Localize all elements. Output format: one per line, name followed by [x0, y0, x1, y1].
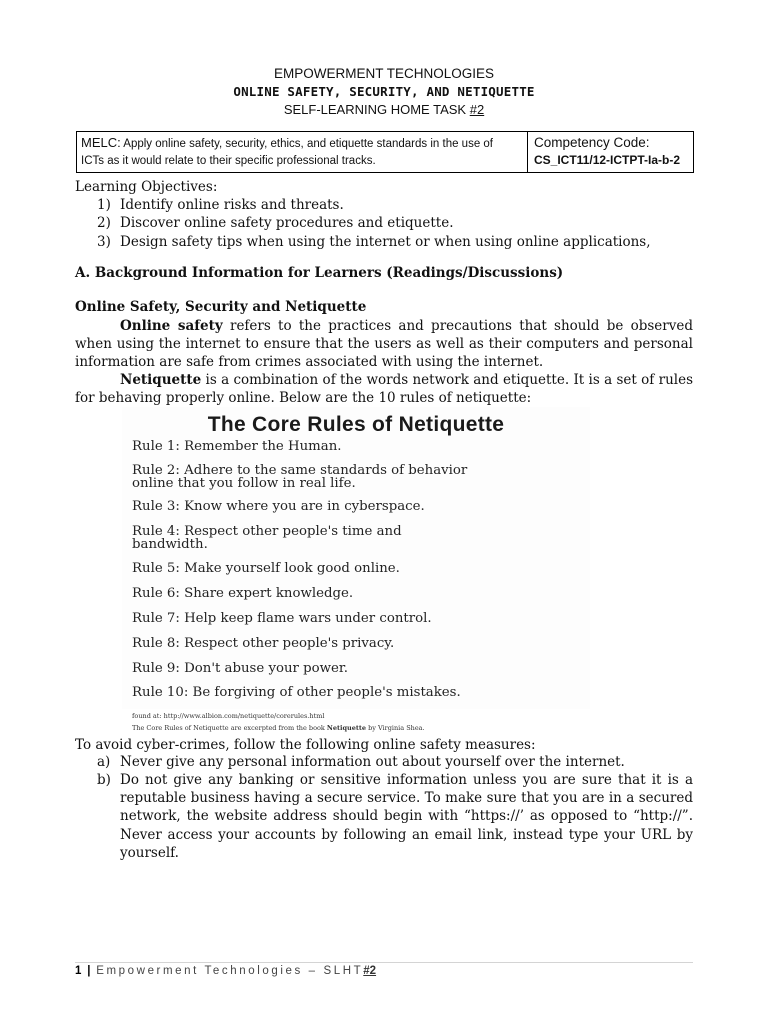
online-safety-subheading: Online Safety, Security and Netiquette — [75, 299, 367, 315]
rule-6: Rule 6: Share expert knowledge. — [132, 586, 354, 601]
objective-text: Design safety tips when using the internet or when using online applications, — [120, 234, 651, 250]
netiquette-rules-image — [122, 407, 590, 720]
competency-code: CS_ICT11/12-ICTPT-Ia-b-2 — [534, 153, 681, 167]
online-safety-term: Online safety — [120, 318, 223, 334]
page-number: 1 — [75, 965, 82, 977]
objective-number: 2) — [97, 215, 111, 231]
rules-image-title: The Core Rules of Netiquette — [207, 413, 505, 436]
rules-source-url: found at: http://www.albion.com/netiquette/corerules.html — [132, 712, 325, 720]
rule-4: Rule 4: Respect other people's time and bandwidth. — [132, 524, 402, 552]
melc-cell — [77, 132, 528, 172]
objective-number: 1) — [97, 197, 111, 213]
task-number: #2 — [469, 102, 485, 117]
melc-table — [76, 131, 694, 173]
rule-8: Rule 8: Respect other people's privacy. — [132, 636, 395, 651]
objective-text: Identify online risks and threats. — [120, 197, 344, 213]
melc-label: MELC: — [81, 135, 121, 150]
footer-task-number: #2 — [363, 965, 377, 977]
competency-label: Competency Code: — [534, 135, 650, 150]
rule-5: Rule 5: Make yourself look good online. — [132, 561, 400, 576]
objective-text: Discover online safety procedures and etiquette. — [120, 215, 454, 231]
task-prefix: SELF-LEARNING HOME TASK — [283, 102, 470, 117]
rule-7: Rule 7: Help keep flame wars under control. — [132, 611, 432, 626]
rule-3: Rule 3: Know where you are in cyberspace. — [132, 499, 425, 514]
measures-intro: To avoid cyber-crimes, follow the following online safety measures: — [75, 737, 536, 753]
task-title — [0, 102, 768, 117]
footer-separator: | — [87, 965, 91, 977]
online-safety-definition: refers to the practices and precautions that should be observed when using the internet to ensure that the users as well as their computers and personal information are safe from crimes associated with using the internet. — [75, 318, 693, 371]
section-a-heading: A. Background Information for Learners (Readings/Discussions) — [75, 265, 564, 281]
measure-a-text: Never give any personal information out about yourself over the internet. — [120, 754, 625, 770]
measure-b-text: Do not give any banking or sensitive information unless you are sure that it is a reputable business having a secure service. To make sure that you are in a secured network, the website address should begin with “https://’ as opposed to “http://”. Never access your accounts by following an email link, instead type your URL by yourself. — [120, 772, 693, 861]
topic-title: ONLINE SAFETY, SECURITY, AND NETIQUETTE — [233, 84, 535, 99]
netiquette-definition: is a combination of the words network and etiquette. It is a set of rules for behaving properly online. Below are the 10 rules of netiquette: — [75, 372, 693, 407]
melc-text-1: Apply online safety, security, ethics, and etiquette standards in the use of — [120, 138, 494, 150]
rule-1: Rule 1: Remember the Human. — [132, 439, 342, 454]
measure-b-label: b) — [97, 772, 111, 788]
measure-a-label: a) — [97, 754, 111, 770]
rules-source-credit: The Core Rules of Netiquette are excerpted from the book Netiquette by Virginia Shea. — [132, 724, 425, 732]
objective-number: 3) — [97, 234, 111, 250]
rule-2: Rule 2: Adhere to the same standards of behavior online that you follow in real life. — [132, 463, 468, 491]
subject-title: EMPOWERMENT TECHNOLOGIES — [273, 66, 495, 81]
objectives-heading: Learning Objectives: — [75, 179, 218, 195]
netiquette-term: Netiquette — [120, 372, 202, 388]
rule-10: Rule 10: Be forgiving of other people's mistakes. — [132, 685, 461, 700]
melc-text-2: ICTs as it would relate to their specific professional tracks. — [81, 155, 376, 167]
competency-cell — [528, 132, 693, 172]
netiquette-paragraph — [75, 371, 693, 407]
footer-title: Empowerment Technologies – SLHT — [90, 965, 364, 977]
online-safety-paragraph — [75, 317, 693, 372]
page-footer — [75, 965, 376, 977]
footer-divider — [75, 962, 693, 963]
rule-9: Rule 9: Don't abuse your power. — [132, 661, 349, 676]
